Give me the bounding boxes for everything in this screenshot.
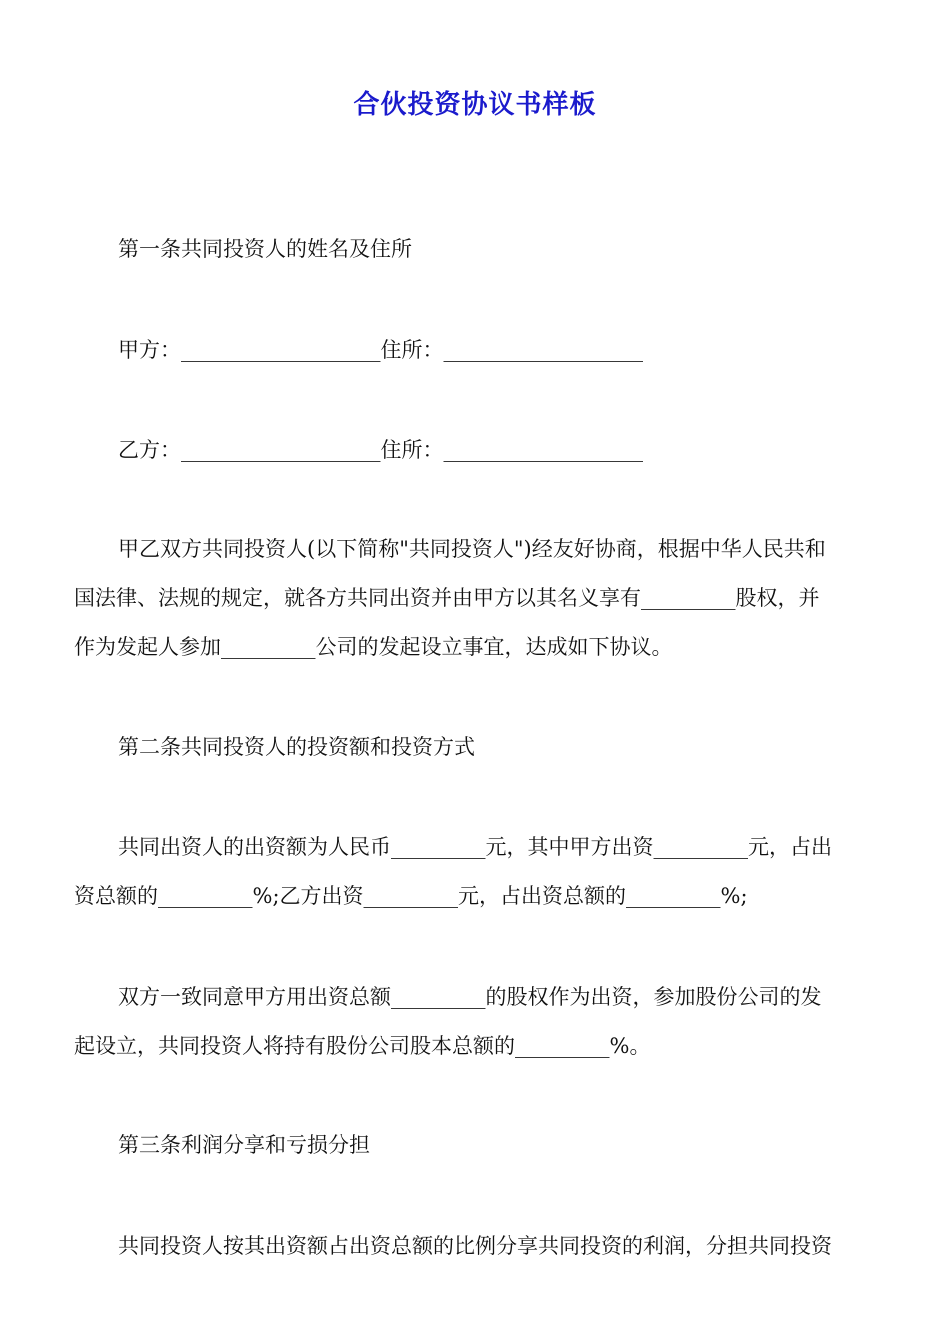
article-3-p1-line-1: 共同投资人按其出资额占出资总额的比例分享共同投资的利润，分担共同投资	[118, 1234, 832, 1258]
preamble-line-2: 国法律、法规的规定，就各方共同出资并由甲方以其名义享有_________股权，并	[74, 586, 820, 610]
article-2-p1-line-1: 共同出资人的出资额为人民币_________元，其中甲方出资_________元，占出	[118, 835, 832, 859]
party-a-line: 甲方：___________________住所：___________________	[118, 338, 643, 362]
preamble-line-3: 作为发起人参加_________公司的发起设立事宜，达成如下协议。	[74, 635, 673, 659]
article-2-p2-line-1: 双方一致同意甲方用出资总额_________的股权作为出资，参加股份公司的发	[118, 985, 822, 1009]
article-2-p1-line-2: 资总额的_________%;乙方出资_________元，占出资总额的_________%;	[74, 884, 748, 908]
preamble-paragraph	[74, 525, 878, 672]
article-3-paragraph-1	[74, 1222, 878, 1271]
article-2-p2-line-2: 起设立，共同投资人将持有股份公司股本总额的_________%。	[74, 1034, 651, 1058]
article-2-paragraph-2	[74, 973, 878, 1071]
preamble-line-1: 甲乙双方共同投资人(以下简称"共同投资人")经友好协商，根据中华人民共和	[118, 537, 826, 561]
article-1-heading: 第一条共同投资人的姓名及住所	[118, 237, 412, 261]
party-b-line: 乙方：___________________住所：___________________	[118, 438, 643, 462]
document-title: 合伙投资协议书样板	[353, 90, 597, 120]
article-2-heading: 第二条共同投资人的投资额和投资方式	[118, 735, 475, 759]
article-3-heading: 第三条利润分享和亏损分担	[118, 1133, 370, 1157]
article-2-paragraph-1	[74, 823, 878, 921]
